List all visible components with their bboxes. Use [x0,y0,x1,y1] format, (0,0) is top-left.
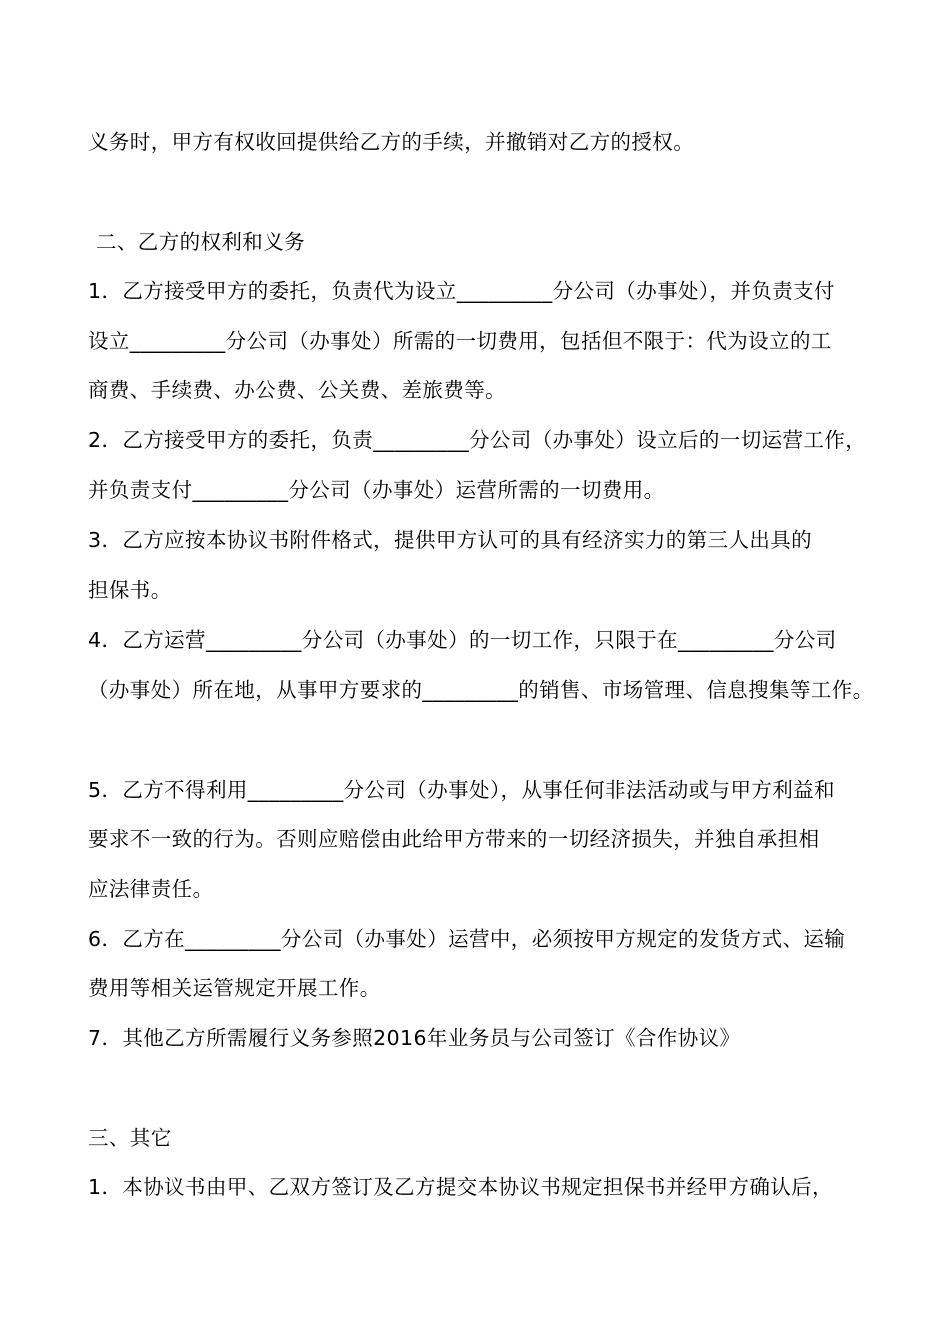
paragraph-line: 5．乙方不得利用_________分公司（办事处），从事任何非法活动或与甲方利益和 [88,778,835,802]
paragraph-line: 并负责支付_________分公司（办事处）运营所需的一切费用。 [88,478,665,502]
paragraph-line: 1．乙方接受甲方的委托，负责代为设立_________分公司（办事处），并负责支付 [88,279,835,303]
paragraph-line: 设立_________分公司（办事处）所需的一切费用，包括但不限于：代为设立的工 [88,329,832,353]
paragraph-line: 商费、手续费、办公费、公关费、差旅费等。 [88,378,506,402]
paragraph-line: 应法律责任。 [88,877,214,901]
paragraph-line: 4．乙方运营_________分公司（办事处）的一切工作，只限于在_________分公司 [88,628,837,652]
paragraph-line: 要求不一致的行为。否则应赔偿由此给甲方带来的一切经济损失，并独自承担相 [88,827,820,851]
paragraph-line: 2．乙方接受甲方的委托，负责_________分公司（办事处）设立后的一切运营工作， [88,428,867,452]
paragraph-line: 担保书。 [88,578,172,602]
paragraph-line: 义务时，甲方有权收回提供给乙方的手续，并撤销对乙方的授权。 [88,130,695,154]
paragraph-line: （办事处）所在地，从事甲方要求的_________的销售、市场管理、信息搜集等工作。 [88,678,874,702]
paragraph-line: 7．其他乙方所需履行义务参照2016年业务员与公司签订《合作协议》 [88,1026,741,1050]
paragraph-line: 1．本协议书由甲、乙双方签订及乙方提交本协议书规定担保书并经甲方确认后， [88,1175,833,1199]
paragraph-line: 6．乙方在_________分公司（办事处）运营中，必须按甲方规定的发货方式、运输 [88,927,846,951]
paragraph-line: 费用等相关运管规定开展工作。 [88,976,381,1000]
paragraph-line: 3．乙方应按本协议书附件格式，提供甲方认可的具有经济实力的第三人出具的 [88,528,813,552]
section-heading-2: 二、乙方的权利和义务 [96,230,305,254]
section-heading-3: 三、其它 [88,1126,172,1150]
